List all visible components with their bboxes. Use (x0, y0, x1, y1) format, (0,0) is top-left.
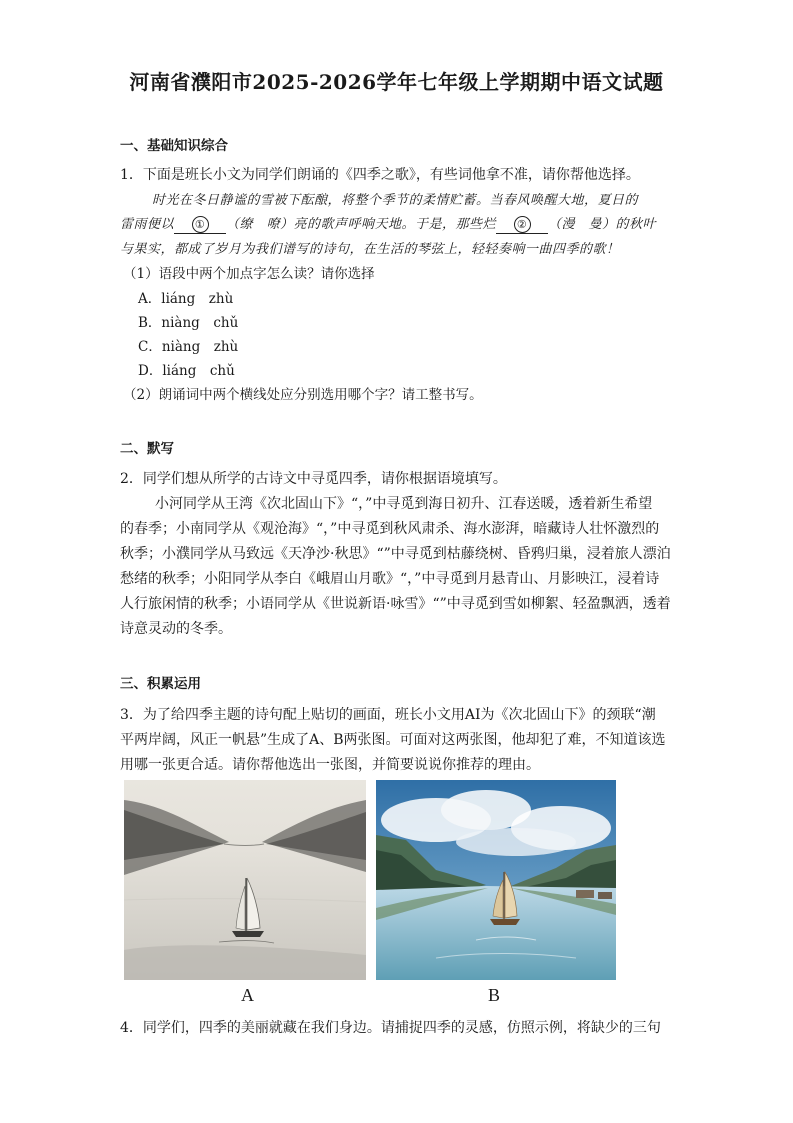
q2-line-3: 秋季；小濮同学从马致远《天净沙·秋思》“”中寻觅到枯藤绕树、昏鸦归巢，浸着旅人漂泊 (120, 546, 671, 562)
passage-line-2a: 雷雨便以 (120, 217, 175, 232)
passage-line-3: 与果实，都成了岁月为我们谱写的诗句，在生活的琴弦上，轻轻奏响一曲四季的歌！ (120, 242, 620, 257)
option-d[interactable]: D．liáng chǔ (138, 363, 235, 379)
sub-question-2: （2）朗诵词中两个横线处应分别选用哪个字？请工整书写。 (123, 387, 483, 403)
blank-1[interactable] (174, 216, 226, 234)
q2-line-5: 人行旅闲情的秋季；小语同学从《世说新语·咏雪》“”中寻觅到雪如柳絮、轻盈飘洒，透着 (120, 596, 671, 612)
section-heading-1: 一、基础知识综合 (120, 138, 228, 154)
blank-1-marker: ① (192, 216, 209, 233)
image-b-illustration (376, 780, 616, 980)
passage-line-2b: （缭 嘹）亮的歌声呼响天地。于是，那些烂 (226, 217, 497, 232)
option-c[interactable]: C．niàng zhù (138, 339, 239, 355)
q3-line-2: 平两岸阔，风正一帆悬”生成了A、B两张图。可面对这两张图，他却犯了难，不知道该选 (120, 732, 666, 748)
blank-2[interactable] (496, 216, 548, 234)
question-4-stem: 4．同学们，四季的美丽就藏在我们身边。请捕捉四季的灵感，仿照示例，将缺少的三句 (120, 1020, 661, 1036)
image-a-inkwash-sailboat (124, 780, 366, 980)
q3-line-1: 3．为了给四季主题的诗句配上贴切的画面，班长小文用AI为《次北固山下》的颈联“潮 (120, 707, 656, 723)
image-a-label: A (241, 985, 254, 1005)
option-b[interactable]: B．niàng chǔ (138, 315, 239, 331)
image-b-label: B (488, 985, 501, 1005)
question-2-stem: 2．同学们想从所学的古诗文中寻觅四季，请你根据语境填写。 (120, 471, 507, 487)
section-heading-2: 二、默写 (120, 441, 174, 457)
q2-line-4: 愁绪的秋季；小阳同学从李白《峨眉山月歌》“，”中寻觅到月悬青山、月影映江，浸着诗 (120, 571, 660, 587)
image-b-watercolor-river (376, 780, 616, 980)
passage-line-2c: （漫 曼）的秋叶 (548, 217, 657, 232)
passage-line-1: 时光在冬日静谧的雪被下酝酿，将整个季节的柔情贮蓄。当春风唤醒大地，夏日的 (152, 193, 639, 208)
q2-line-1: 小河同学从王湾《次北固山下》“，”中寻觅到海日初升、江春送暖，透着新生希望 (155, 496, 653, 512)
section-heading-3: 三、积累运用 (120, 676, 201, 692)
q3-line-3: 用哪一张更合适。请你帮他选出一张图，并简要说说你推荐的理由。 (120, 757, 540, 773)
image-a-illustration (124, 780, 366, 980)
passage-line-2 (120, 213, 656, 234)
q2-line-2: 的春季；小南同学从《观沧海》“，”中寻觅到秋风肃杀、海水澎湃，暗藏诗人壮怀激烈的 (120, 521, 660, 537)
blank-2-marker: ② (514, 216, 531, 233)
page-title: 河南省濮阳市2025-2026学年七年级上学期期中语文试题 (129, 70, 664, 94)
option-a[interactable]: A．liáng zhù (138, 291, 234, 307)
question-1-stem: 1．下面是班长小文为同学们朗诵的《四季之歌》，有些词他拿不准，请你帮他选择。 (120, 167, 640, 183)
q2-line-6: 诗意灵动的冬季。 (120, 621, 232, 637)
sub-question-1: （1）语段中两个加点字怎么读？请你选择 (123, 266, 375, 282)
